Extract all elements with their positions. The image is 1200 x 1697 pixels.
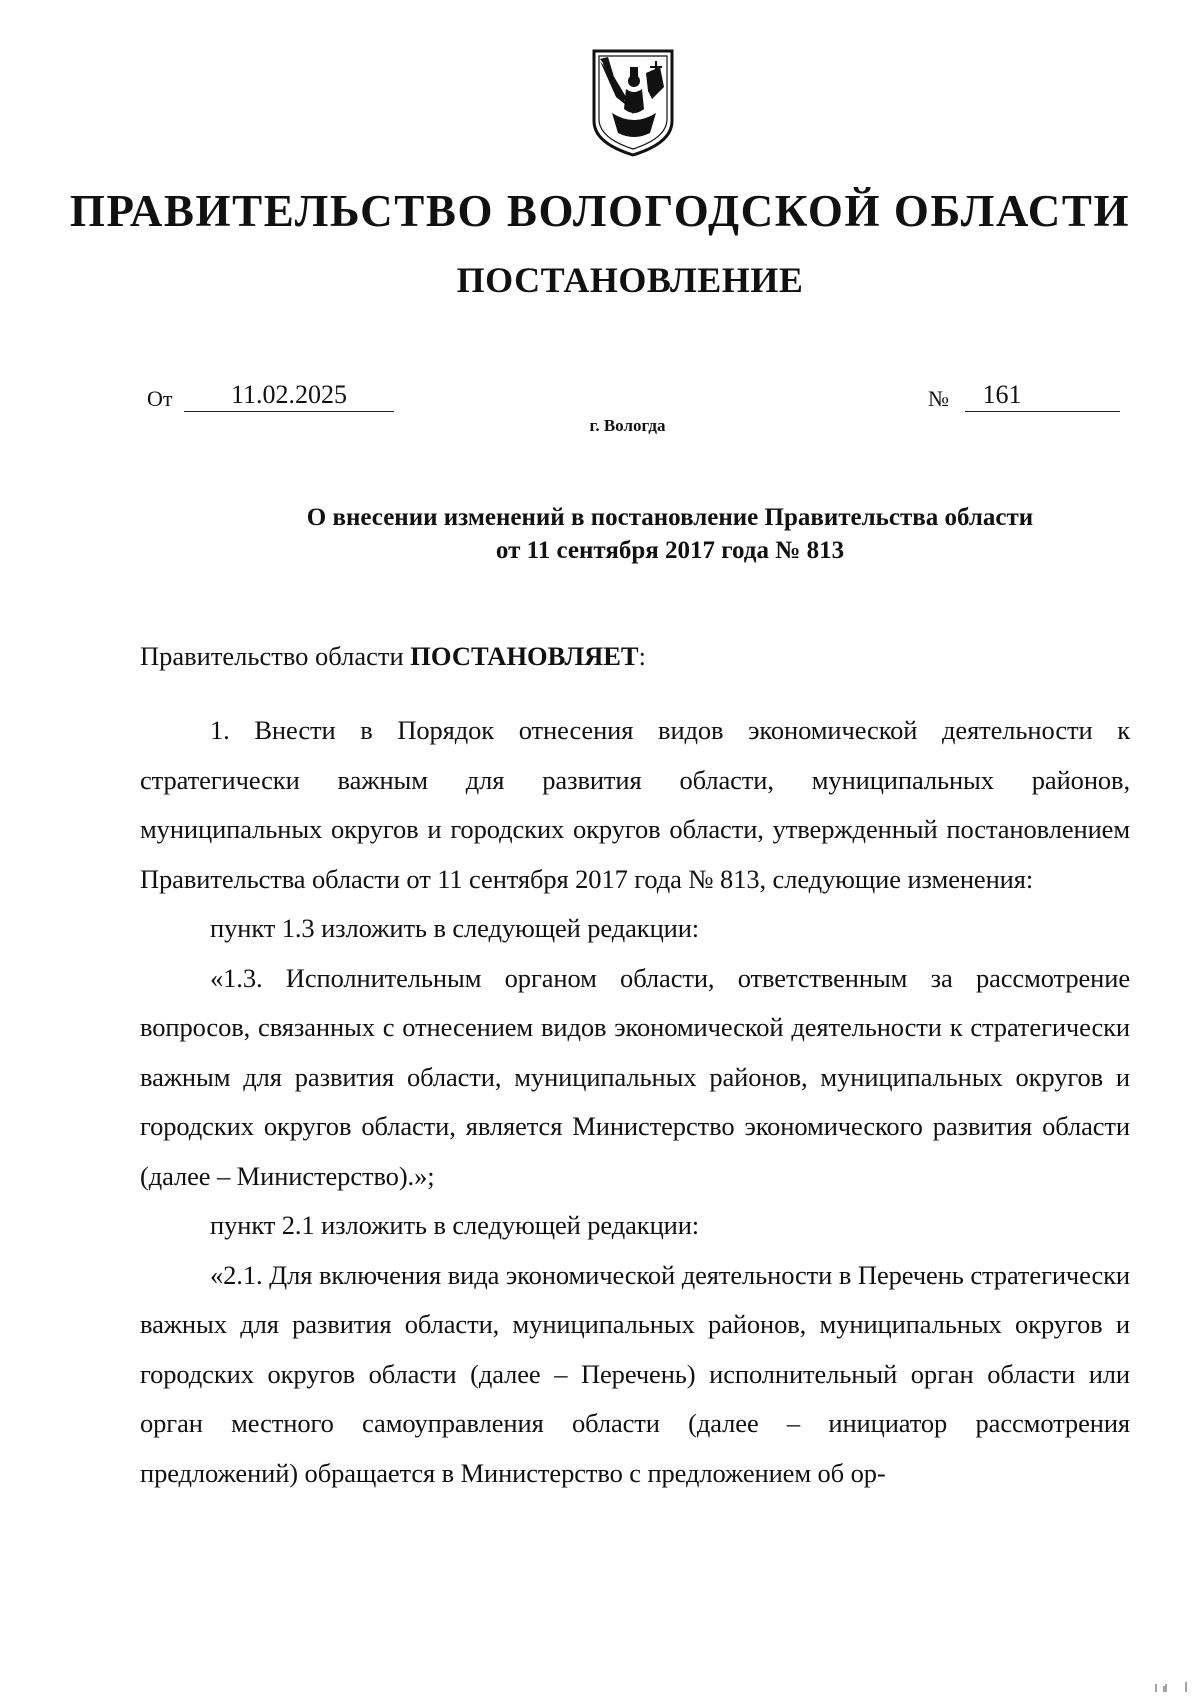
paragraph-amend-2-1-intro: пункт 2.1 изложить в следующей редакции: xyxy=(210,1210,700,1240)
paragraph-amend-2-1-text: «2.1. Для включения вида экономической деятельности в Перечень стратегически важных для развития области, муниципальных районов, муниципальных округов и городских округов области (далее – Перечень) исполнительный орган области или орган местного самоуправления области (далее – инициатор рассмотрения предложений) обращается в Министерство с предложением об ор- xyxy=(140,1259,1130,1488)
enactment-keyword: ПОСТАНОВЛЯЕТ xyxy=(410,641,639,671)
city-label: г. Вологда xyxy=(589,416,666,435)
organization-title: ПРАВИТЕЛЬСТВО ВОЛОГОДСКОЙ ОБЛАСТИ xyxy=(69,186,1131,236)
paragraph-amend-1-3-intro: пункт 1.3 изложить в следующей редакции: xyxy=(210,913,700,943)
enactment-line xyxy=(140,636,646,676)
date-value: 11.02.2025 xyxy=(184,379,394,412)
date-field xyxy=(147,381,394,414)
document-type: ПОСТАНОВЛЕНИЕ xyxy=(456,260,804,300)
date-label: От xyxy=(147,386,173,411)
subject-line-1: О внесении изменений в постановление Правительства области xyxy=(306,504,1034,531)
paragraph-amend-1-3-text: «1.3. Исполнительным органом области, ответственным за рассмотрение вопросов, связанных с отнесением видов экономической деятельности к стратегически важным для развития области, муниципальных районов, муниципальных округов и городских округов области, является Министерство экономического развития области (далее – Министерство).»; xyxy=(140,962,1130,1191)
document-body xyxy=(140,706,1130,1498)
number-value: 161 xyxy=(965,379,1120,412)
document-subject xyxy=(230,501,1110,567)
number-field xyxy=(928,381,1120,414)
paragraph-item-1: 1. Внести в Порядок отнесения видов экономической деятельности к стратегически важным для развития области, муниципальных районов, муниципальных округов и городских округов области, утвержденный постановлением Правительства области от 11 сентября 2017 года № 813, следующие изменения: xyxy=(140,715,1130,894)
subject-line-2: от 11 сентября 2017 года № 813 xyxy=(495,537,845,564)
enactment-suffix: : xyxy=(638,641,646,671)
number-label: № xyxy=(928,386,949,411)
enactment-prefix: Правительство области xyxy=(140,641,411,671)
coat-of-arms-icon xyxy=(590,47,676,159)
scan-marks xyxy=(1150,1680,1190,1694)
